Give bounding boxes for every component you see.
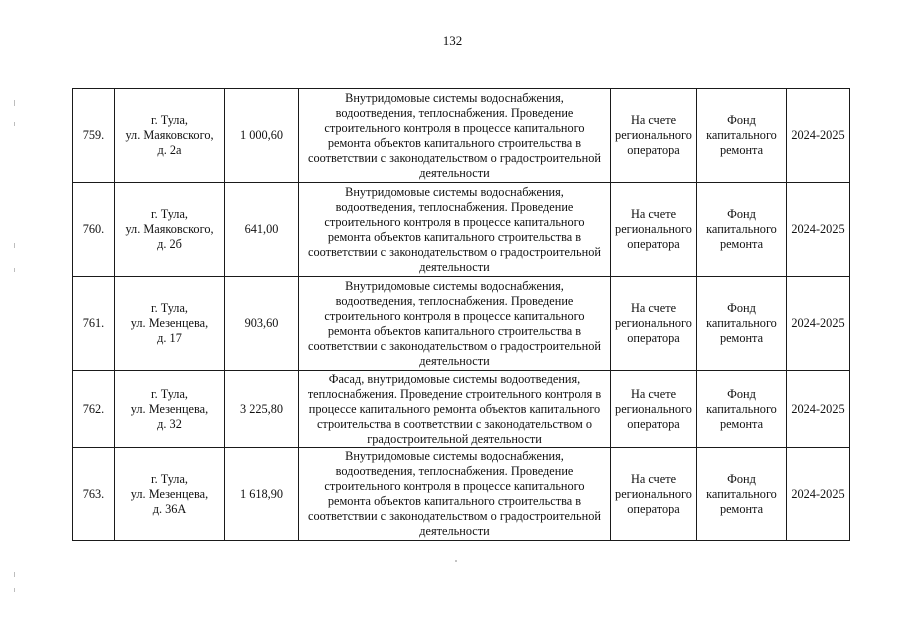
work-line: градостроительной деятельности — [367, 431, 542, 446]
work-description-cell — [299, 89, 611, 183]
work-line: Внутридомовые системы водоснабжения, — [345, 278, 564, 293]
fund-line: ремонта — [719, 143, 764, 157]
work-line: соответствии с законодательством о градостроительной — [308, 509, 601, 523]
address-cell — [115, 448, 225, 541]
row-number: 761. — [73, 277, 115, 371]
fund-line: Фонд — [727, 471, 756, 486]
account-line: На счете — [630, 386, 677, 401]
address-line: д. 2а — [157, 143, 182, 157]
binding-mark — [14, 122, 15, 126]
row-number: 759. — [73, 89, 115, 183]
row-number: 762. — [73, 371, 115, 448]
fund-line: капитального — [706, 128, 777, 142]
scan-artifact — [455, 560, 457, 562]
address-line: д. 17 — [157, 331, 182, 345]
work-line: деятельности — [419, 524, 490, 538]
account-line: регионального — [615, 486, 692, 501]
fund-line: капитального — [706, 401, 777, 416]
work-line: строительства в соответствии с законодательством о — [316, 416, 593, 431]
account-line: оператора — [627, 416, 680, 431]
work-line: процессе капитального ремонта объектов капитального — [308, 401, 601, 416]
address-cell — [115, 371, 225, 448]
address-line: д. 32 — [157, 416, 182, 431]
fund-line: Фонд — [727, 207, 756, 221]
fund-line: Фонд — [727, 301, 756, 315]
work-line: строительного контроля в процессе капитального — [324, 120, 585, 135]
fund-line: ремонта — [719, 237, 764, 251]
fund-line: ремонта — [719, 501, 764, 516]
fund-cell — [697, 89, 787, 183]
table-row — [73, 277, 850, 371]
fund-line: капитального — [706, 486, 777, 501]
account-line: регионального — [615, 316, 692, 330]
area-cell: 903,60 — [225, 277, 299, 371]
work-line: ремонта объектов капитального строительства в — [327, 494, 582, 508]
area-cell: 1 000,60 — [225, 89, 299, 183]
work-line: водоотведения, теплоснабжения. Проведение — [335, 464, 574, 478]
work-line: строительного контроля в процессе капитального — [324, 308, 585, 323]
address-cell — [115, 183, 225, 277]
row-number: 763. — [73, 448, 115, 541]
address-line: г. Тула, — [151, 207, 188, 221]
account-cell — [611, 371, 697, 448]
address-cell — [115, 89, 225, 183]
capital-repair-table — [72, 88, 850, 541]
work-line: теплоснабжения. Проведение строительного контроля в — [307, 386, 602, 401]
account-line: На счете — [630, 207, 677, 221]
work-line: деятельности — [419, 259, 490, 274]
period-cell: 2024-2025 — [787, 448, 850, 541]
work-line: Внутридомовые системы водоснабжения, — [345, 90, 564, 105]
work-description-cell — [299, 277, 611, 371]
area-cell: 1 618,90 — [225, 448, 299, 541]
fund-line: капитального — [706, 222, 777, 236]
account-line: регионального — [615, 401, 692, 416]
work-description-cell — [299, 448, 611, 541]
work-line: ремонта объектов капитального строительства в — [327, 323, 582, 338]
address-line: д. 2б — [157, 237, 182, 251]
fund-line: ремонта — [719, 331, 764, 345]
work-description-cell — [299, 371, 611, 448]
work-line: ремонта объектов капитального строительства в — [327, 229, 582, 244]
binding-mark — [14, 268, 15, 272]
binding-mark — [14, 572, 15, 577]
address-line: ул. Маяковского, — [125, 222, 214, 236]
area-cell: 3 225,80 — [225, 371, 299, 448]
address-line: ул. Мезенцева, — [130, 316, 209, 330]
fund-line: ремонта — [719, 416, 764, 431]
table-row — [73, 371, 850, 448]
account-line: регионального — [615, 222, 692, 236]
work-line: водоотведения, теплоснабжения. Проведение — [335, 293, 574, 308]
account-line: оператора — [627, 331, 680, 345]
account-line: На счете — [630, 113, 677, 127]
period-cell: 2024-2025 — [787, 277, 850, 371]
row-number: 760. — [73, 183, 115, 277]
table-row — [73, 448, 850, 541]
address-cell — [115, 277, 225, 371]
account-line: На счете — [630, 471, 677, 486]
address-line: ул. Мезенцева, — [130, 401, 209, 416]
work-line: водоотведения, теплоснабжения. Проведение — [335, 199, 574, 214]
account-line: На счете — [630, 301, 677, 315]
work-line: соответствии с законодательством о градостроительной — [308, 150, 601, 165]
work-line: ремонта объектов капитального строительства в — [327, 135, 582, 150]
fund-cell — [697, 277, 787, 371]
account-cell — [611, 277, 697, 371]
work-line: строительного контроля в процессе капитального — [324, 479, 585, 493]
account-line: оператора — [627, 143, 680, 157]
address-line: д. 36А — [152, 501, 187, 516]
area-cell: 641,00 — [225, 183, 299, 277]
work-line: соответствии с законодательством о градостроительной — [308, 338, 601, 353]
address-line: г. Тула, — [151, 301, 188, 315]
work-line: деятельности — [419, 353, 490, 368]
address-line: г. Тула, — [151, 113, 188, 127]
account-cell — [611, 448, 697, 541]
address-line: г. Тула, — [151, 471, 188, 486]
binding-mark — [14, 243, 15, 248]
fund-cell — [697, 371, 787, 448]
period-cell: 2024-2025 — [787, 89, 850, 183]
work-line: Фасад, внутридомовые системы водоотведения, — [328, 371, 581, 386]
work-line: Внутридомовые системы водоснабжения, — [345, 449, 564, 463]
binding-mark — [14, 100, 15, 106]
work-line: строительного контроля в процессе капитального — [324, 214, 585, 229]
address-line: г. Тула, — [151, 386, 188, 401]
account-cell — [611, 183, 697, 277]
fund-line: Фонд — [727, 113, 756, 127]
table-row — [73, 89, 850, 183]
fund-line: капитального — [706, 316, 777, 330]
table-row — [73, 183, 850, 277]
work-description-cell — [299, 183, 611, 277]
fund-line: Фонд — [727, 386, 756, 401]
work-line: водоотведения, теплоснабжения. Проведение — [335, 105, 574, 120]
address-line: ул. Мезенцева, — [130, 486, 209, 501]
account-line: оператора — [627, 237, 680, 251]
account-line: регионального — [615, 128, 692, 142]
account-cell — [611, 89, 697, 183]
period-cell: 2024-2025 — [787, 371, 850, 448]
work-line: Внутридомовые системы водоснабжения, — [345, 184, 564, 199]
period-cell: 2024-2025 — [787, 183, 850, 277]
fund-cell — [697, 183, 787, 277]
address-line: ул. Маяковского, — [125, 128, 214, 142]
work-line: деятельности — [419, 165, 490, 180]
fund-cell — [697, 448, 787, 541]
binding-mark — [14, 588, 15, 592]
account-line: оператора — [627, 501, 680, 516]
work-line: соответствии с законодательством о градостроительной — [308, 244, 601, 259]
page-number: 132 — [442, 33, 463, 48]
